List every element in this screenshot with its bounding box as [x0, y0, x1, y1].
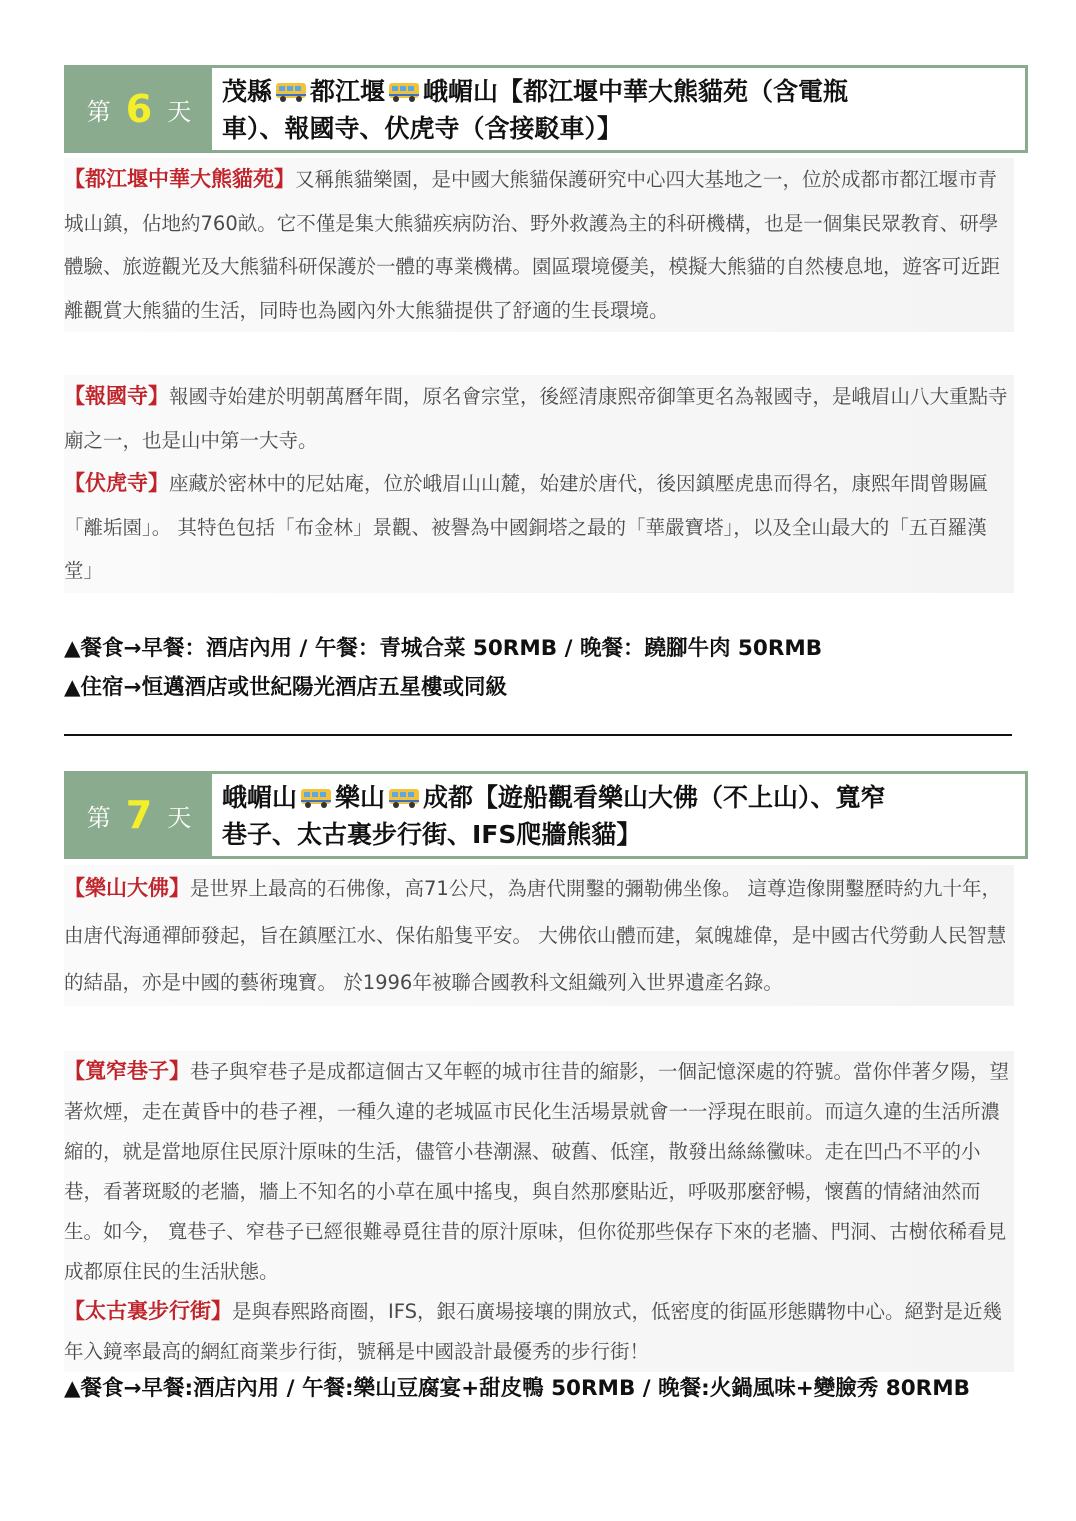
day-label-prefix: 第 — [86, 803, 112, 832]
panda-tag: 【都江堰中華大熊貓苑】 — [64, 167, 295, 191]
fuhu-tag: 【伏虎寺】 — [64, 471, 169, 495]
day-7-header — [64, 771, 1028, 859]
kuanzhai-text: 巷子與窄巷子是成都這個古又年輕的城市往昔的縮影，一個記憶深處的符號。當你伴著夕陽，望著炊煙，走在黃昏中的巷子裡，一種久違的老城區市民化生活場景就會一一浮現在眼前。而這久違的生活所濃縮的，就是當地原住民原汁原味的生活，儘管小巷潮濕、破舊、低窪，散發出絲絲黴味。走在凹凸不平的小巷，看著斑駁的老牆，牆上不知名的小草在風中搖曳，與自然那麼貼近，呼吸那麼舒暢，懷舊的情緒油然而生。如今， 寬巷子、窄巷子已經很難尋覓往昔的原汁原味，但你從那些保存下來的老牆、門洞、古樹依稀看見成都原住民的生活狀態。 — [64, 1060, 1010, 1283]
day-6-label — [67, 68, 212, 150]
baoguo-text: 報國寺始建於明朝萬曆年間，原名會宗堂，後經清康熙帝御筆更名為報國寺，是峨眉山八大重點寺廟之一，也是山中第一大寺。 — [64, 385, 1008, 452]
kuanzhai-paragraph — [64, 1051, 1014, 1292]
day-6-title — [212, 68, 1025, 150]
taikoo-paragraph — [64, 1291, 1014, 1372]
bus-icon — [275, 77, 307, 101]
title-part: 都江堰 — [310, 77, 386, 106]
section-divider — [64, 734, 1012, 736]
day-7-title — [212, 774, 1025, 856]
bus-icon — [388, 783, 420, 807]
day-label-suffix: 天 — [167, 97, 193, 126]
bus-icon — [300, 783, 332, 807]
taikoo-text: 是與春熙路商圈，IFS，銀石廣場接壤的開放式，低密度的街區形態購物中心。絕對是近幾年入鏡率最高的網紅商業步行街，號稱是中國設計最優秀的步行街！ — [64, 1300, 1003, 1363]
title-part: 峨嵋山 — [222, 783, 298, 812]
day-label-suffix: 天 — [167, 803, 193, 832]
title-part: 成都【遊船觀看樂山大佛（不上山）、寬窄 — [423, 783, 886, 812]
day-number: 6 — [125, 87, 154, 131]
fuhu-text: 座藏於密林中的尼姑庵，位於峨眉山山麓，始建於唐代，後因鎮壓虎患而得名，康熙年間曾賜匾「離垢園」。 其特色包括「布金林」景觀、被譽為中國銅塔之最的「華嚴寶塔」，以及全山最大的「五百羅漢堂」 — [64, 472, 989, 582]
panda-text: 又稱熊貓樂園，是中國大熊貓保護研究中心四大基地之一，位於成都市都江堰市青城山鎮，佔地約760畝。它不僅是集大熊貓疾病防治、野外救護為主的科研機構，也是一個集民眾教育、研學體驗、旅遊觀光及大熊貓科研保護於一體的專業機構。園區環境優美，模擬大熊貓的自然棲息地，遊客可近距離觀賞大熊貓的生活，同時也為國內外大熊貓提供了舒適的生長環境。 — [64, 168, 1001, 322]
title-part: 茂縣 — [222, 77, 273, 106]
day-7-label — [67, 774, 212, 856]
buddha-text: 是世界上最高的石佛像，高71公尺，為唐代開鑿的彌勒佛坐像。 這尊造像開鑿歷時約九十年，由唐代海通禪師發起，旨在鎮壓江水、保佑船隻平安。 大佛依山體而建，氣魄雄偉，是中國古代勞動人民智慧的結晶，亦是中國的藝術瑰寶。 於1996年被聯合國教科文組織列入世界遺產名錄。 — [64, 877, 1007, 994]
day-6-hotel: ▲住宿→恒邁酒店或世紀陽光酒店五星樓或同級 — [64, 675, 508, 700]
day-label-prefix: 第 — [86, 97, 112, 126]
buddha-tag: 【樂山大佛】 — [64, 876, 190, 900]
title-part: 車）、報國寺、伏虎寺（含接駁車）】 — [222, 114, 623, 143]
day-number: 7 — [125, 793, 154, 837]
taikoo-tag: 【太古裏步行街】 — [64, 1299, 232, 1323]
baoguo-tag: 【報國寺】 — [64, 384, 169, 408]
fuhu-paragraph — [64, 462, 1014, 593]
title-part: 樂山 — [335, 783, 386, 812]
title-part: 巷子、太古裏步行街、IFS爬牆熊貓】 — [222, 820, 642, 849]
day-7-meal: ▲餐食→早餐:酒店內用 / 午餐:樂山豆腐宴+甜皮鴨 50RMB / 晚餐:火鍋風味+變臉秀 80RMB — [64, 1376, 971, 1401]
day-6-header — [64, 65, 1028, 153]
bus-icon — [388, 77, 420, 101]
kuanzhai-tag: 【寬窄巷子】 — [64, 1059, 190, 1083]
buddha-paragraph — [64, 865, 1014, 1006]
title-part: 峨嵋山【都江堰中華大熊貓苑（含電瓶 — [423, 77, 849, 106]
baoguo-paragraph — [64, 375, 1014, 462]
day-6-meal: ▲餐食→早餐：酒店內用 / 午餐：青城合菜 50RMB / 晚餐：蹺腳牛肉 50RMB — [64, 636, 823, 661]
panda-paragraph — [64, 158, 1014, 332]
